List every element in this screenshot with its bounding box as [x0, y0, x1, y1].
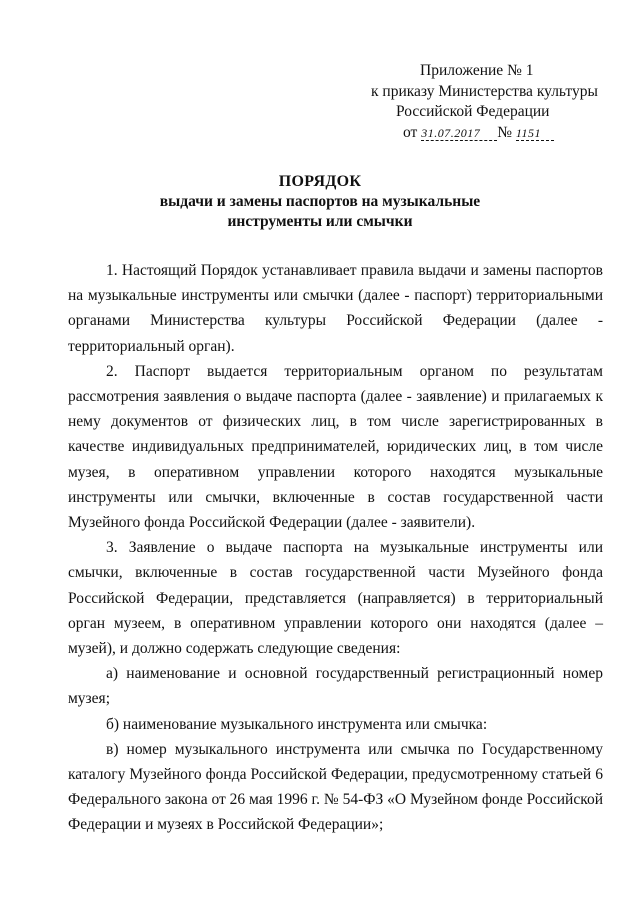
- handwritten-date: 31.07.2017: [421, 126, 497, 141]
- paragraph-3: 3. Заявление о выдаче паспорта на музыкальные инструменты или смычки, включенные в состав государственной части Музейного фонда Российской Федерации, представляется (направляется) в территориальный орган музеем, в оперативном управлении которого они находятся (далее – музей), и должно содержать следующие сведения:: [68, 539, 603, 658]
- document-title: [0, 172, 640, 232]
- handwritten-number: 1151: [516, 126, 554, 141]
- annex-line-date: [356, 123, 606, 144]
- title-subtitle-line-2: инструменты или смычки: [227, 213, 413, 230]
- date-prefix: от: [403, 123, 418, 141]
- annex-line-appendix: Приложение № 1: [420, 62, 534, 79]
- document-body: [68, 258, 603, 838]
- paragraph-1: 1. Настоящий Порядок устанавливает правила выдачи и замены паспортов на музыкальные инструменты или смычки (далее - паспорт) территориальными органами Министерства культуры Российской Федерации (далее - территориальный орган).: [68, 262, 603, 355]
- title-subtitle-line-1: выдачи и замены паспортов на музыкальные: [159, 193, 481, 210]
- annex-header: [356, 61, 606, 143]
- list-item-a: а) наименование и основной государственный регистрационный номер музея;: [68, 665, 603, 708]
- list-item-c: в) номер музыкального инструмента или смычка по Государственному каталогу Музейного фонда Российской Федерации, предусмотренному статьей 6 Федерального закона от 26 мая 1996 г. № 54-ФЗ «О Музейном фонде Российской Федерации и музеях в Российской Федерации»;: [68, 740, 603, 834]
- number-sign: №: [497, 123, 512, 141]
- list-item-b: б) наименование музыкального инструмента или смычка:: [106, 715, 488, 733]
- paragraph-2: 2. Паспорт выдается территориальным органом по результатам рассмотрения заявления о выдаче паспорта (далее - заявление) и прилагаемых к нему документов от физических лиц, в том числе зарегистрированных в качестве индивидуальных предпринимателей, юридических лиц, в том числе музея, в оперативном управлении которого находятся музыкальные инструменты или смычки, включенные в состав государственной части Музейного фонда Российской Федерации (далее - заявители).: [68, 362, 603, 532]
- title-heading: ПОРЯДОК: [278, 173, 362, 190]
- annex-line-federation: Российской Федерации: [396, 103, 550, 120]
- annex-line-order: к приказу Министерства культуры: [371, 82, 598, 100]
